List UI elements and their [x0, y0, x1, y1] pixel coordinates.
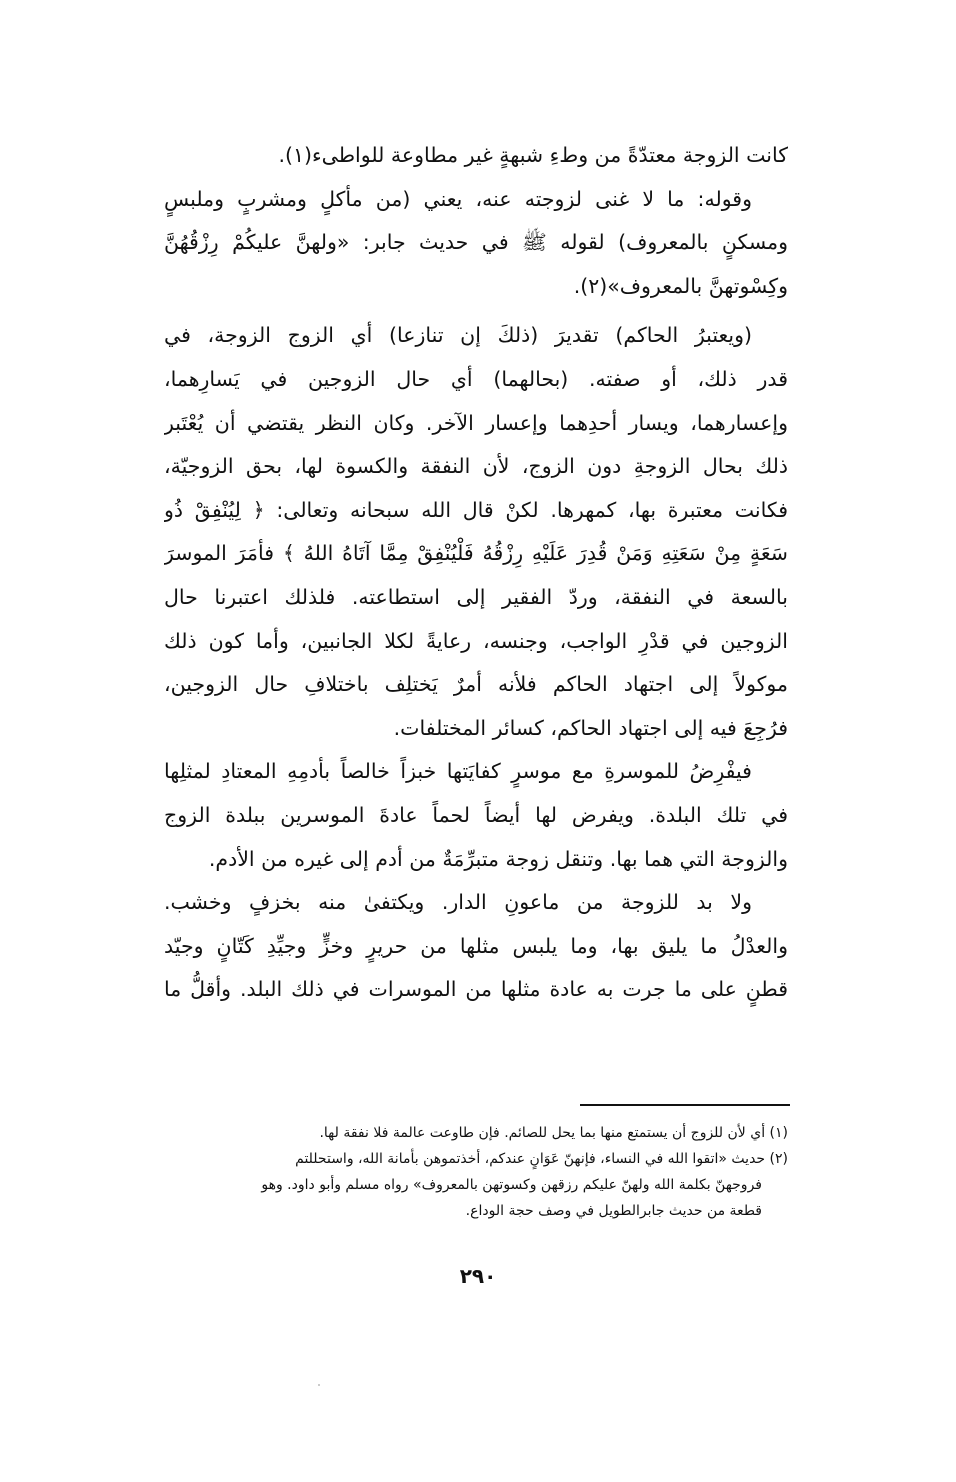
text-line: وإعسارهما، ويسار أحدِهما وإعسار الآخر. وكان النظر يقتضي أن يُعْتَبر	[164, 410, 788, 435]
text-line: وكِسْوتهنَّ بالمعروف»(٢).	[573, 273, 788, 298]
text-line: فرُجِعَ فيه إلى اجتهاد الحاكم، كسائر المختلفات.	[393, 715, 788, 740]
text-line: بالسعة في النفقة، وردّ الفقير إلى استطاعته. فلذلك اعتبرنا حال	[164, 584, 788, 609]
text-line: ذلك بحال الزوجةِ دون الزوج، لأن النفقة والكسوة لها، بحق الزوجيّة،	[164, 454, 788, 479]
quran-verse-line: سَعَةٍ مِنْ سَعَتِهِ وَمَنْ قُدِرَ عَلَيْهِ رِزْقُهُ فَلْيُنْفِقْ مِمَّا آتَاهُ اللهُ ﴾ فأمَرَ الموسرَ	[164, 541, 788, 566]
footnote-1: (١) أي لأن للزوج أن يستمتع منها بما يحل للصائم. فإن طاوعت عالمة فلا نفقة لها.	[319, 1125, 788, 1141]
footnote-2: (٢) حديث «اتقوا الله في النساء، فإنهنّ عَوَانٍ عندكم، أخذتموهن بأمانة الله، واستحللتم	[295, 1151, 788, 1167]
page-number: ٢٩٠	[459, 1264, 497, 1288]
text-line: والزوجة التي هما بها. وتنقل زوجة متبرِّمَةٌ من أدم إلى غيره من الأدم.	[208, 846, 788, 871]
footnote-separator	[580, 1104, 790, 1106]
main-text-block	[164, 134, 788, 1012]
footnote-2-continuation: قطعة من حديث جابرالطويل في وصف حجة الوداع.	[465, 1203, 762, 1219]
text-line: كانت الزوجة معتدّةً من وطءِ شبهةٍ غير مطاوعة للواطىء(١).	[278, 143, 788, 167]
text-line: ولا بد للزوجة من ماعونِ الدار. ويكتفىٰ منه بخزفٍ وخشب.	[164, 890, 752, 915]
text-line: ومسكنٍ بالمعروف) لقوله ﷺ في حديث جابر: «ولهنَّ عليكُمْ رِزْقُهُنَّ	[164, 230, 788, 255]
footnote-2-continuation: فروجهنّ بكلمة الله ولهنّ عليكم رزقهن وكسوتهن بالمعروف» رواه مسلم وأبو داود. وهو	[261, 1177, 762, 1193]
text-line: فكانت معتبرة بها، كمهرها. لكنْ قال الله سبحانه وتعالى: ﴿ لِيُنْفِقْ ذُو	[164, 497, 788, 522]
text-line: قدر ذلك، أو صفته. (بحالهما) أي حال الزوجين في يَسارِهما،	[164, 366, 788, 391]
text-line: فيفْرِضُ للموسرةِ مع موسرٍ كفايَتها خبزاً خالصاً بأدمِهِ المعتادِ لمثلِها	[164, 759, 752, 784]
text-line: موكولاً إلى اجتهاد الحاكم فلأنه أمرٌ يَختلِف باختلافِ حال الزوجين،	[164, 672, 788, 697]
text-line: (ويعتبرُ الحاكم) تقديرَ (ذلكَ إن تنازعا) أي الزوج الزوجة، في	[164, 323, 752, 348]
text-line: وقوله: ما لا غنى لزوجته عنه، يعني (من مأكلٍ ومشربٍ وملبسٍ	[164, 186, 752, 211]
text-line: قطنٍ على ما جرت به عادة مثلها من الموسرات في ذلك البلد. وأقلُّ ما	[164, 977, 788, 1002]
scan-speck	[318, 1384, 320, 1386]
text-line: والعدْلُ ما يليق بها، وما يلبس مثلها من حريرٍ وخزٍّ وجيِّدِ كَتّانٍ وجيّد	[164, 933, 788, 958]
text-line: الزوجين في قدْرِ الواجب، وجنسه، رعايةً لكلا الجانبين، وأما كون ذلك	[164, 628, 788, 653]
text-line: في تلك البلدة. ويفرض لها أيضاً لحماً عادةَ الموسرين ببلدة الزوج	[164, 802, 788, 827]
footnotes-block	[164, 1120, 788, 1224]
